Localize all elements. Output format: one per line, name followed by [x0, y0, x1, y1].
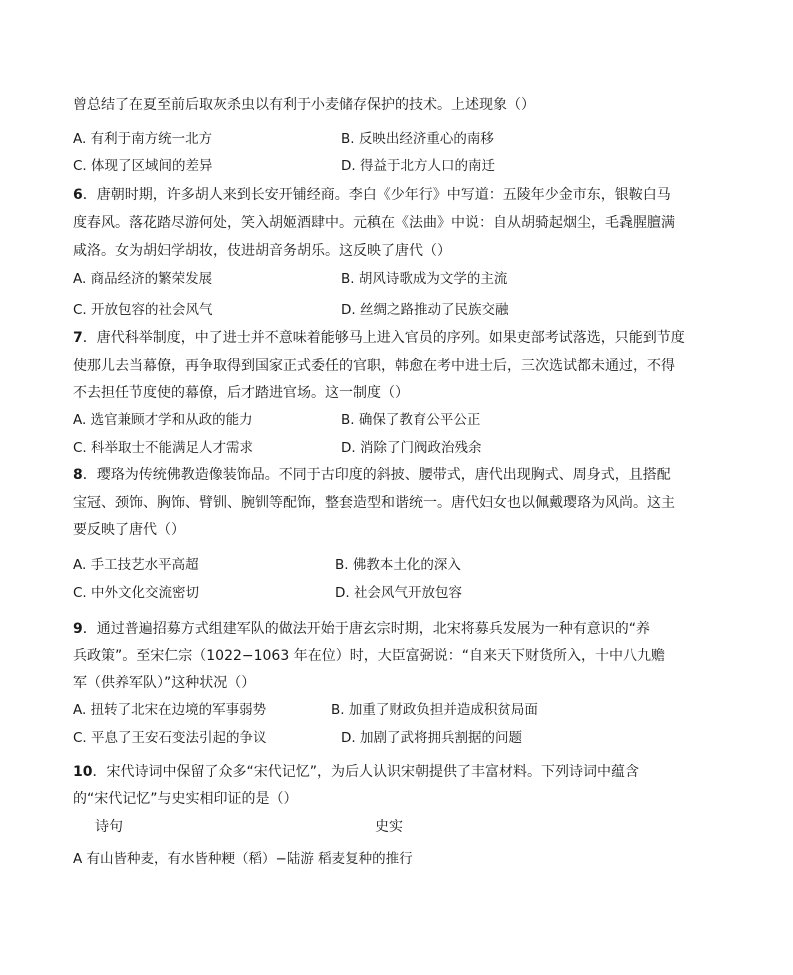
q10-column-fact: 史实	[375, 819, 403, 835]
q9-stem-line-3: 军（供养军队）”这种状况（）	[73, 675, 256, 691]
q6-stem-line-1: 6．唐朝时期，许多胡人来到长安开铺经商。李白《少年行》中写道：五陵年少金市东，银鞍白马	[73, 187, 671, 203]
q10-column-poem: 诗句	[95, 819, 123, 835]
q8-stem-line-3: 要反映了唐代（）	[73, 522, 185, 538]
q10-option-a-row: A 有山皆种麦，有水皆种粳（稻）−陆游 稻麦复种的推行	[73, 851, 413, 867]
q7-stem-line-2: 使那儿去当幕僚，再争取得到国家正式委任的官职，韩愈在考中进士后，三次选试都未通过，不得	[73, 358, 675, 374]
q9-option-c: C. 平息了王安石变法引起的争议	[73, 730, 267, 746]
q8-option-b: B. 佛教本土化的深入	[335, 557, 461, 573]
q6-option-d: D. 丝绸之路推动了民族交融	[341, 302, 509, 318]
q7-stem-line-3: 不去担任节度使的幕僚，后才踏进官场。这一制度（）	[73, 385, 409, 401]
q7-stem-line-1: 7．唐代科举制度，中了进士并不意味着能够马上进入官员的序列。如果吏部考试落选，只能到节度	[73, 330, 685, 346]
q10-number: 10	[73, 764, 93, 780]
q5-option-b: B. 反映出经济重心的南移	[341, 131, 494, 147]
q8-option-c: C. 中外文化交流密切	[73, 585, 200, 601]
q7-number: 7	[73, 330, 83, 346]
q6-option-c: C. 开放包容的社会风气	[73, 302, 213, 318]
q10-stem-line-1: 10．宋代诗词中保留了众多“宋代记忆”，为后人认识宋朝提供了丰富材料。下列诗词中蕴含	[73, 764, 639, 780]
q9-number: 9	[73, 621, 83, 637]
q8-number: 8	[73, 467, 83, 483]
q8-option-d: D. 社会风气开放包容	[335, 585, 462, 601]
q7-option-d: D. 消除了门阀政治残余	[341, 440, 482, 456]
q8-stem-line-2: 宝冠、颈饰、胸饰、臂钏、腕钏等配饰，整套造型和谐统一。唐代妇女也以佩戴璎珞为风尚。这主	[73, 495, 675, 511]
q5-stem-line: 曾总结了在夏至前后取灰杀虫以有利于小麦储存保护的技术。上述现象（）	[73, 97, 535, 113]
q5-option-d: D. 得益于北方人口的南迁	[341, 158, 495, 174]
q6-stem-line-3: 咸洛。女为胡妇学胡妆，伎进胡音务胡乐。这反映了唐代（）	[73, 243, 451, 259]
q6-option-a: A. 商品经济的繁荣发展	[73, 271, 213, 287]
q5-option-a: A. 有利于南方统一北方	[73, 131, 213, 147]
q9-stem-line-2: 兵政策”。至宋仁宗（1022−1063 年在位）时，大臣富弼说：“自来天下财货所入，十中八九赡	[73, 648, 665, 664]
q7-option-c: C. 科举取士不能满足人才需求	[73, 440, 254, 456]
q8-option-a: A. 手工技艺水平高超	[73, 557, 199, 573]
q9-option-b: B. 加重了财政负担并造成积贫局面	[331, 702, 538, 718]
q6-number: 6	[73, 187, 83, 203]
q7-option-a: A. 选官兼顾才学和从政的能力	[73, 412, 253, 428]
q6-stem-line-2: 度春风。落花踏尽游何处，笑入胡姬酒肆中。元稹在《法曲》中说：自从胡骑起烟尘，毛毳腥膻满	[73, 215, 675, 231]
q9-option-a: A. 扭转了北宋在边境的军事弱势	[73, 702, 267, 718]
q6-option-b: B. 胡风诗歌成为文学的主流	[341, 271, 508, 287]
q9-stem-line-1: 9．通过普遍招募方式组建军队的做法开始于唐玄宗时期，北宋将募兵发展为一种有意识的“养	[73, 621, 651, 637]
q9-option-d: D. 加剧了武将拥兵割据的问题	[341, 730, 522, 746]
q5-option-c: C. 体现了区域间的差异	[73, 158, 213, 174]
q8-stem-line-1: 8．璎珞为传统佛教造像装饰品。不同于古印度的斜披、腰带式，唐代出现胸式、周身式，且搭配	[73, 467, 671, 483]
q10-stem-line-2: 的“宋代记忆”与史实相印证的是（）	[73, 791, 298, 807]
q7-option-b: B. 确保了教育公平公正	[341, 412, 481, 428]
